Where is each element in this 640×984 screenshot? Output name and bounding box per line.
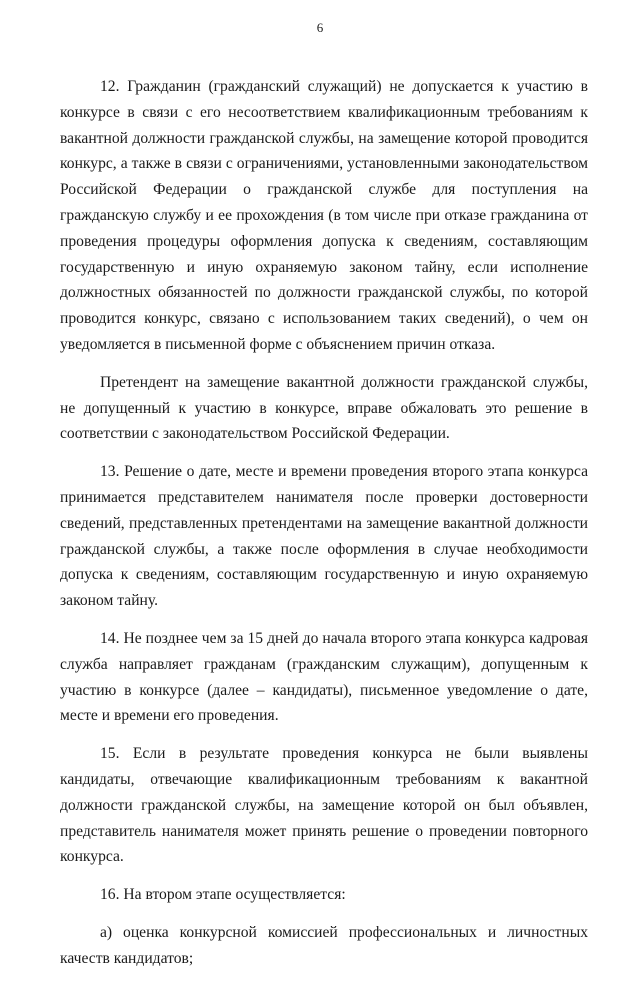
paragraph-12: 12. Гражданин (гражданский служащий) не допускается к участию в конкурсе в связи с его несоответствием квалификационным требованиям к вакантной должности гражданской службы, на замещение которой проводится конкурс, а также в связи с ограничениями, установленными законодательством Российской Федерации о гражданской службе для поступления на гражданскую службу и ее прохождения (в том числе при отказе гражданина от проведения процедуры оформления допуска к сведениям, составляющим государственную и иную охраняемую законом тайну, если исполнение должностных обязанностей по должности гражданской службы, по которой проводится конкурс, связано с использованием таких сведений), о чем он уведомляется в письменной форме с объяснением причин отказа. [60,78,588,353]
document-body [60,74,588,984]
paragraph-13: 13. Решение о дате, месте и времени проведения второго этапа конкурса принимается представителем нанимателя после проверки достоверности сведений, представленных претендентами на замещение вакантной должности гражданской службы, а также после оформления в случае необходимости допуска к сведениям, составляющим государственную и иную охраняемую законом тайну. [60,463,588,610]
paragraph-16: 16. На втором этапе осуществляется: [100,886,346,904]
paragraph-14: 14. Не позднее чем за 15 дней до начала второго этапа конкурса кадровая служба направляет гражданам (гражданским служащим), допущенным к участию в конкурсе (далее – кандидаты), письменное уведомление о дате, месте и времени его проведения. [60,629,588,725]
page-number: 6 [316,20,324,35]
paragraph-15: 15. Если в результате проведения конкурса не были выявлены кандидаты, отвечающие квалификационным требованиям к вакантной должности гражданской службы, на замещение которой он был объявлен, представитель нанимателя может принять решение о проведении повторного конкурса. [60,745,588,866]
paragraph-16a: а) оценка конкурсной комиссией профессиональных и личностных качеств кандидатов; [60,923,588,967]
paragraph-appeal: Претендент на замещение вакантной должности гражданской службы, не допущенный к участию в конкурсе, вправе обжаловать это решение в соответствии с законодательством Российской Федерации. [60,373,588,443]
